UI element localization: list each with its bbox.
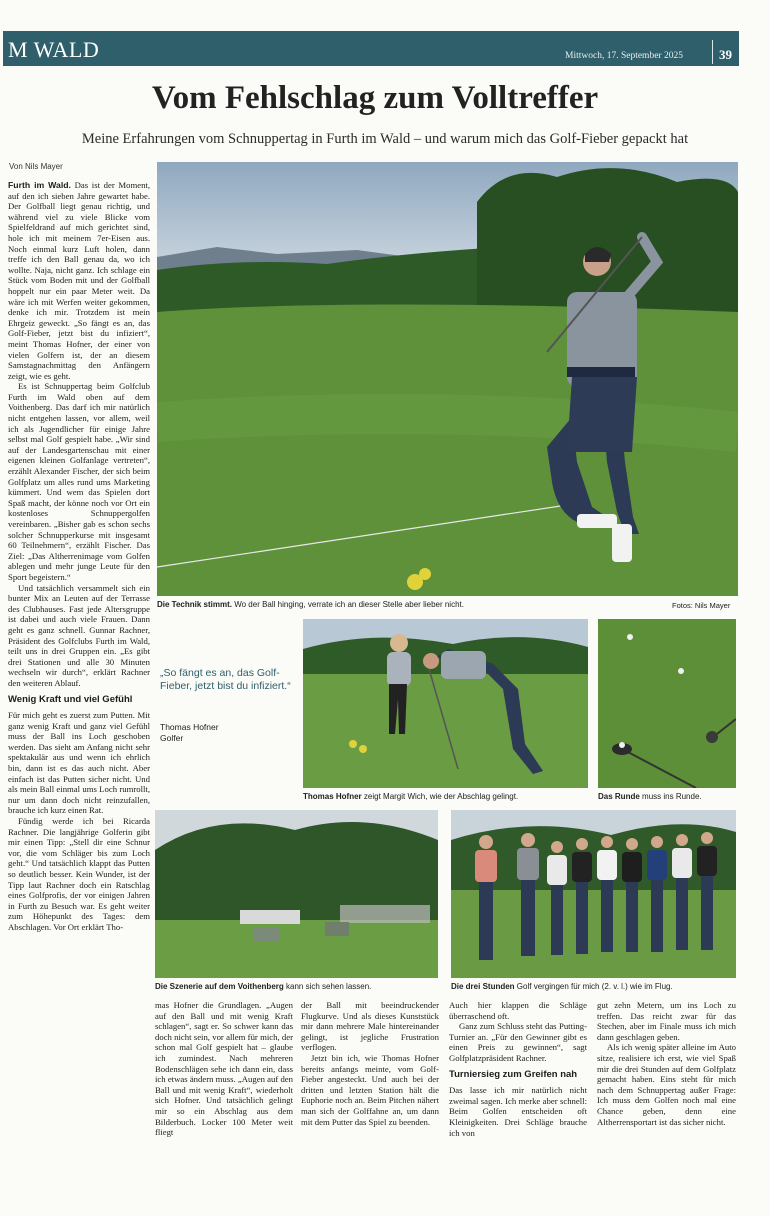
issue-date: Mittwoch, 17. September 2025 [565,51,683,61]
photo-group-participants [451,810,736,978]
section-title: M WALD [8,37,100,62]
pull-quote: „So fängt es an, das Golf-Fieber, jetzt bist du infiziert.“ [160,667,291,692]
paragraph: Als ich wenig später alleine im Auto sitze, realisiere ich erst, wie viel Spaß mir die drei Stunden auf dem Golfplatz gemacht haben. Eins steht für mich nach dem Schnuppertag außer Frage: Ich muss dem Golfen noch mal eine Chance geben, denn eine Altherrensportart ist das sicher nicht. [597,1042,736,1127]
paragraph: Jetzt bin ich, wie Thomas Hofner bereits anfangs meinte, vom Golf-Fieber angesteckt. Und auch bei der dritten und letzten Station hält die Euphorie noch an. Beim Pitchen nähert man sich der Golffahne an, um dann mit dem Putter das Spiel zu beenden. [301,1052,439,1127]
caption-photo-4: Die Szenerie auf dem Voithenberg kann sich sehen lassen. [155,982,372,991]
caption-photo-5: Die drei Stunden Golf vergingen für mich (2. v. l.) wie im Flug. [451,982,673,991]
text-column-3 [301,1000,439,1170]
photo-golfer-swing [157,162,738,596]
section-subheading: Wenig Kraft und viel Gefühl [8,693,133,705]
paragraph: Ganz zum Schluss steht das Putting-Turnier an. „Für den Gewinner gibt es einen Preis zu gewinnen“, sagt Golfplatzpräsident Rachner. [449,1021,587,1063]
header-divider [712,40,713,64]
paragraph: Das ist der Moment, auf den ich sieben Jahre gewartet habe. Der Golfball liegt genau richtig, und während viel zu viele Blicke vom Spielfeldrand auf mich gerichtet sind, hole ich mit meinem 7er-Eisen aus. Noch einmal kurz Luft holen, dann treffe ich den Ball genau da, wo ich wollte. Naja, nicht ganz. Ich schlage ein Stück vom Boden mit und der Golfball hoppelt nur ein paar Meter weit. Da wäre ich mit Werfen weiter gekommen, denke ich mir. Trotzdem ist mein Ehrgeiz geweckt. „So fängt es an, das Golf-Fieber, jetzt bist du infiziert“, meint Thomas Hofner, der einer von vielen Golfern ist, der an diesem Samstagnachmittag den Anfängern zeigt, wie es geht. [8,180,150,381]
text-column-5 [597,1000,736,1170]
text-column-1 [8,180,150,1190]
section-subheading: Turniersieg zum Greifen nah [449,1068,578,1080]
paragraph: der Ball mit beeindruckender Flugkurve. Und als dieses Kunststück mir dann mehrere Male hintereinander gelingt, ist jegliche Frustration verflogen. [301,1000,439,1053]
page-number: 39 [719,47,732,62]
paragraph: Und tatsächlich versammelt sich ein bunter Mix an Leuten auf der Terrasse des Clubhauses. Fast jede Altersgruppe ist dabei und auch viele Frauen. Dann geht es ganz schnell. Gunnar Rachner, Präsident des Golfclubs Furth im Wald, teilt uns in drei Gruppen ein. „Es gibt drei Stationen und alle 30 Minuten wechseln wir durch“, erklärt Rachner den weiteren Ablauf. [8,582,150,688]
paragraph: Für mich geht es zuerst zum Putten. Mit ganz wenig Kraft und ganz viel Gefühl muss der Ball ins Loch geschoben werden. Das sieht am Anfang nicht sehr spektakulär aus und wenn ich ehrlich bin, dann ist es das auch nicht. Aber einfach ist das Putten sicher nicht. Und als mein Ball einmal ums Loch rumrollt, nur um dann doch nicht reinzufallen, brauche ich kurz einen Rat. [8,710,150,816]
byline: Von Nils Mayer [9,162,63,171]
photo-putting-hole [598,619,736,788]
caption-photo-2: Thomas Hofner zeigt Margit Wich, wie der Abschlag gelingt. [303,792,519,801]
paragraph: Auch hier klappen die Schläge überraschend oft. [449,1000,587,1021]
headline: Vom Fehlschlag zum Volltreffer [151,80,599,116]
text-column-2 [155,1000,293,1170]
photo-credit: Fotos: Nils Mayer [672,601,731,610]
photo-tee-instruction [303,619,588,788]
dateline: Furth im Wald. [8,180,71,190]
caption-main-photo: Die Technik stimmt. Wo der Ball hinging, verrate ich an dieser Stelle aber lieber nicht. [157,600,464,609]
text-column-4 [449,1000,587,1170]
quote-attribution: Thomas Hofner Golfer [160,722,219,743]
photo-golf-course-scenery [155,810,438,978]
paragraph: Fündig werde ich bei Ricarda Rachner. Die langjährige Golferin gibt mir einen Tipp: „Stell dir eine Schnur vor, die vom Schläger bis zum Loch geht.“ Und tatsächlich klappt das Putten so deutlich besser. Kein Wunder, ist der Tipp laut Rachner doch ein Ratschlag eines Golfprofis, der vor einigen Jahren in Furth zu Besuch war. Es geht weiter zum Höhepunkt des Tages: dem Abschlagen. Vor Ort erklärt Tho- [8,816,150,932]
subheadline: Meine Erfahrungen vom Schnuppertag in Furth im Wald – und warum mich das Golf-Fieber gepackt hat [81,131,689,147]
paragraph: Das lasse ich mir natürlich nicht zweimal sagen. Ich merke aber schnell: Beim Golfen entscheiden oft Kleinigkeiten. Drei Schläge brauche ich von [449,1085,587,1138]
paragraph: mas Hofner die Grundlagen. „Augen auf den Ball und mit wenig Kraft schlagen“, sagt er. So schwer kann das doch nicht sein, vor allem für mich, der schon mal Golf gespielt hat – glaube ich zumindest. Nach mehreren Bodenschlägen sehe ich dann ein, dass ich etwas ändern muss. „Augen auf den Ball und mit wenig Kraft“, wiederholt sich Hofner. Und tatsächlich gelingt mir so ein Abschlag aus dem Bilderbuch. Locker 100 Meter weit fliegt [155,1000,293,1138]
caption-photo-3: Das Runde muss ins Runde. [598,792,702,801]
paragraph: gut zehn Metern, um ins Loch zu treffen. Das reicht zwar für das Stechen, aber im Finale muss ich mich dann geschlagen geben. [597,1000,736,1042]
paragraph: Es ist Schnuppertag beim Golfclub Furth im Wald oben auf dem Voithenberg. Das darf ich mir natürlich nicht entgehen lassen, vor allem, weil ich als Jugendlicher für einige Jahre selbst mal Golf gespielt habe. „Wir sind auf der Landesgartenschau mit einer eigenen kleinen Golfanlage vertreten“, erzählt Alexander Fischer, der sich beim Golfplatz um alles rund ums Marketing kümmert. Und wem das Spielen dort Spaß macht, der könne noch vor Ort ein kostenloses Schnuppergolfen vereinbaren. „Bisher gab es schon sechs solcher Schnupperkurse mit insgesamt 60 Teilnehmern“, erzählt Fischer. Das Ziel: „Das Altherrenimage vom Golfen ablegen und mehr junge Leute für den Sport begeistern.“ [8,381,150,582]
